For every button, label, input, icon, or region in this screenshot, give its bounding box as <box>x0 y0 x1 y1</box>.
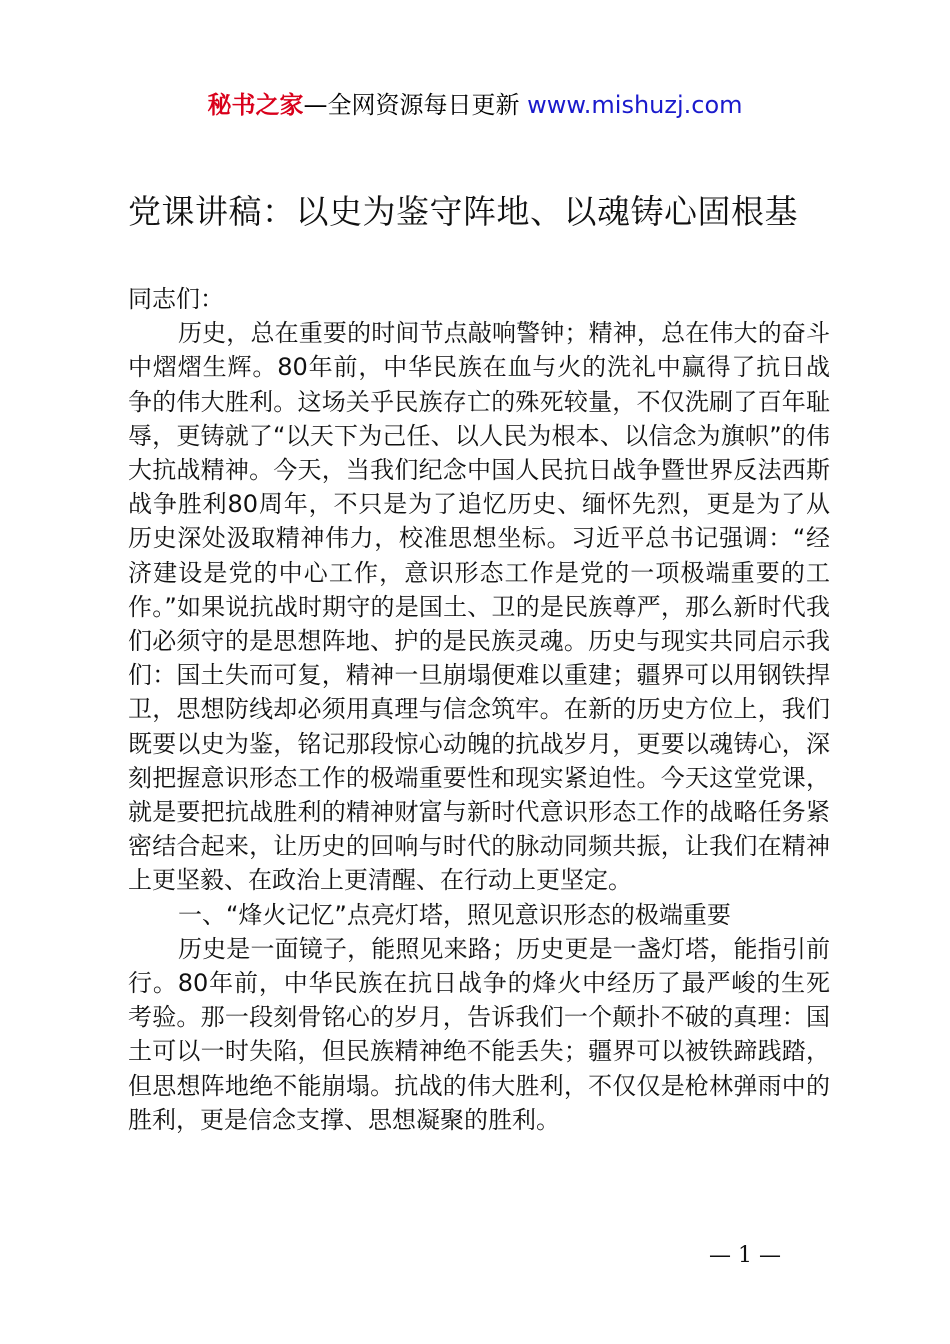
body-paragraph: 历史是一面镜子，能照见来路；历史更是一盏灯塔，能指引前行。80年前，中华民族在抗日战争的烽火中经历了最严峻的生死考验。那一段刻骨铭心的岁月，告诉我们一个颠扑不破的真理：国土可以一时失陷，但民族精神绝不能丢失；疆界可以被铁蹄践踏，但思想阵地绝不能崩塌。抗战的伟大胜利，不仅仅是枪林弹雨中的胜利，更是信念支撑、思想凝聚的胜利。 <box>128 934 830 1134</box>
body-paragraph: 历史，总在重要的时间节点敲响警钟；精神，总在伟大的奋斗中熠熠生辉。80年前，中华民族在血与火的洗礼中赢得了抗日战争的伟大胜利。这场关乎民族存亡的殊死较量，不仅洗刷了百年耻辱，更铸就了“以天下为己任、以人民为根本、以信念为旗帜”的伟大抗战精神。今天，当我们纪念中国人民抗日战争暨世界反法西斯战争胜利80周年，不只是为了追忆历史、缅怀先烈，更是为了从历史深处汲取精神伟力，校准思想坐标。习近平总书记强调：“经济建设是党的中心工作，意识形态工作是党的一项极端重要的工作。”如果说抗战时期守的是国土、卫的是民族尊严，那么新时代我们必须守的是思想阵地、护的是民族灵魂。历史与现实共同启示我们：国土失而可复，精神一旦崩塌便难以重建；疆界可以用钢铁捍卫，思想防线却必须用真理与信念筑牢。在新的历史方位上，我们既要以史为鉴，铭记那段惊心动魄的抗战岁月，更要以魂铸心，深刻把握意识形态工作的极端重要性和现实紧迫性。今天这堂党课，就是要把抗战胜利的精神财富与新时代意识形态工作的战略任务紧密结合起来，让历史的回响与时代的脉动同频共振，让我们在精神上更坚毅、在政治上更清醒、在行动上更坚定。 <box>128 319 830 895</box>
brand-name: 秘书之家 <box>207 91 304 119</box>
banner-tagline: —全网资源每日更新 <box>303 91 528 119</box>
document-title: 党课讲稿：以史为鉴守阵地、以魂铸心固根基 <box>128 192 798 231</box>
site-banner <box>0 90 950 120</box>
salutation: 同志们： <box>128 285 224 313</box>
section-heading: 一、“烽火记忆”点亮灯塔，照见意识形态的极端重要 <box>178 900 731 929</box>
document-body <box>128 282 830 1137</box>
site-url-link[interactable]: www.mishuzj.com <box>527 91 743 119</box>
page-number: — 1 — <box>709 1243 781 1268</box>
